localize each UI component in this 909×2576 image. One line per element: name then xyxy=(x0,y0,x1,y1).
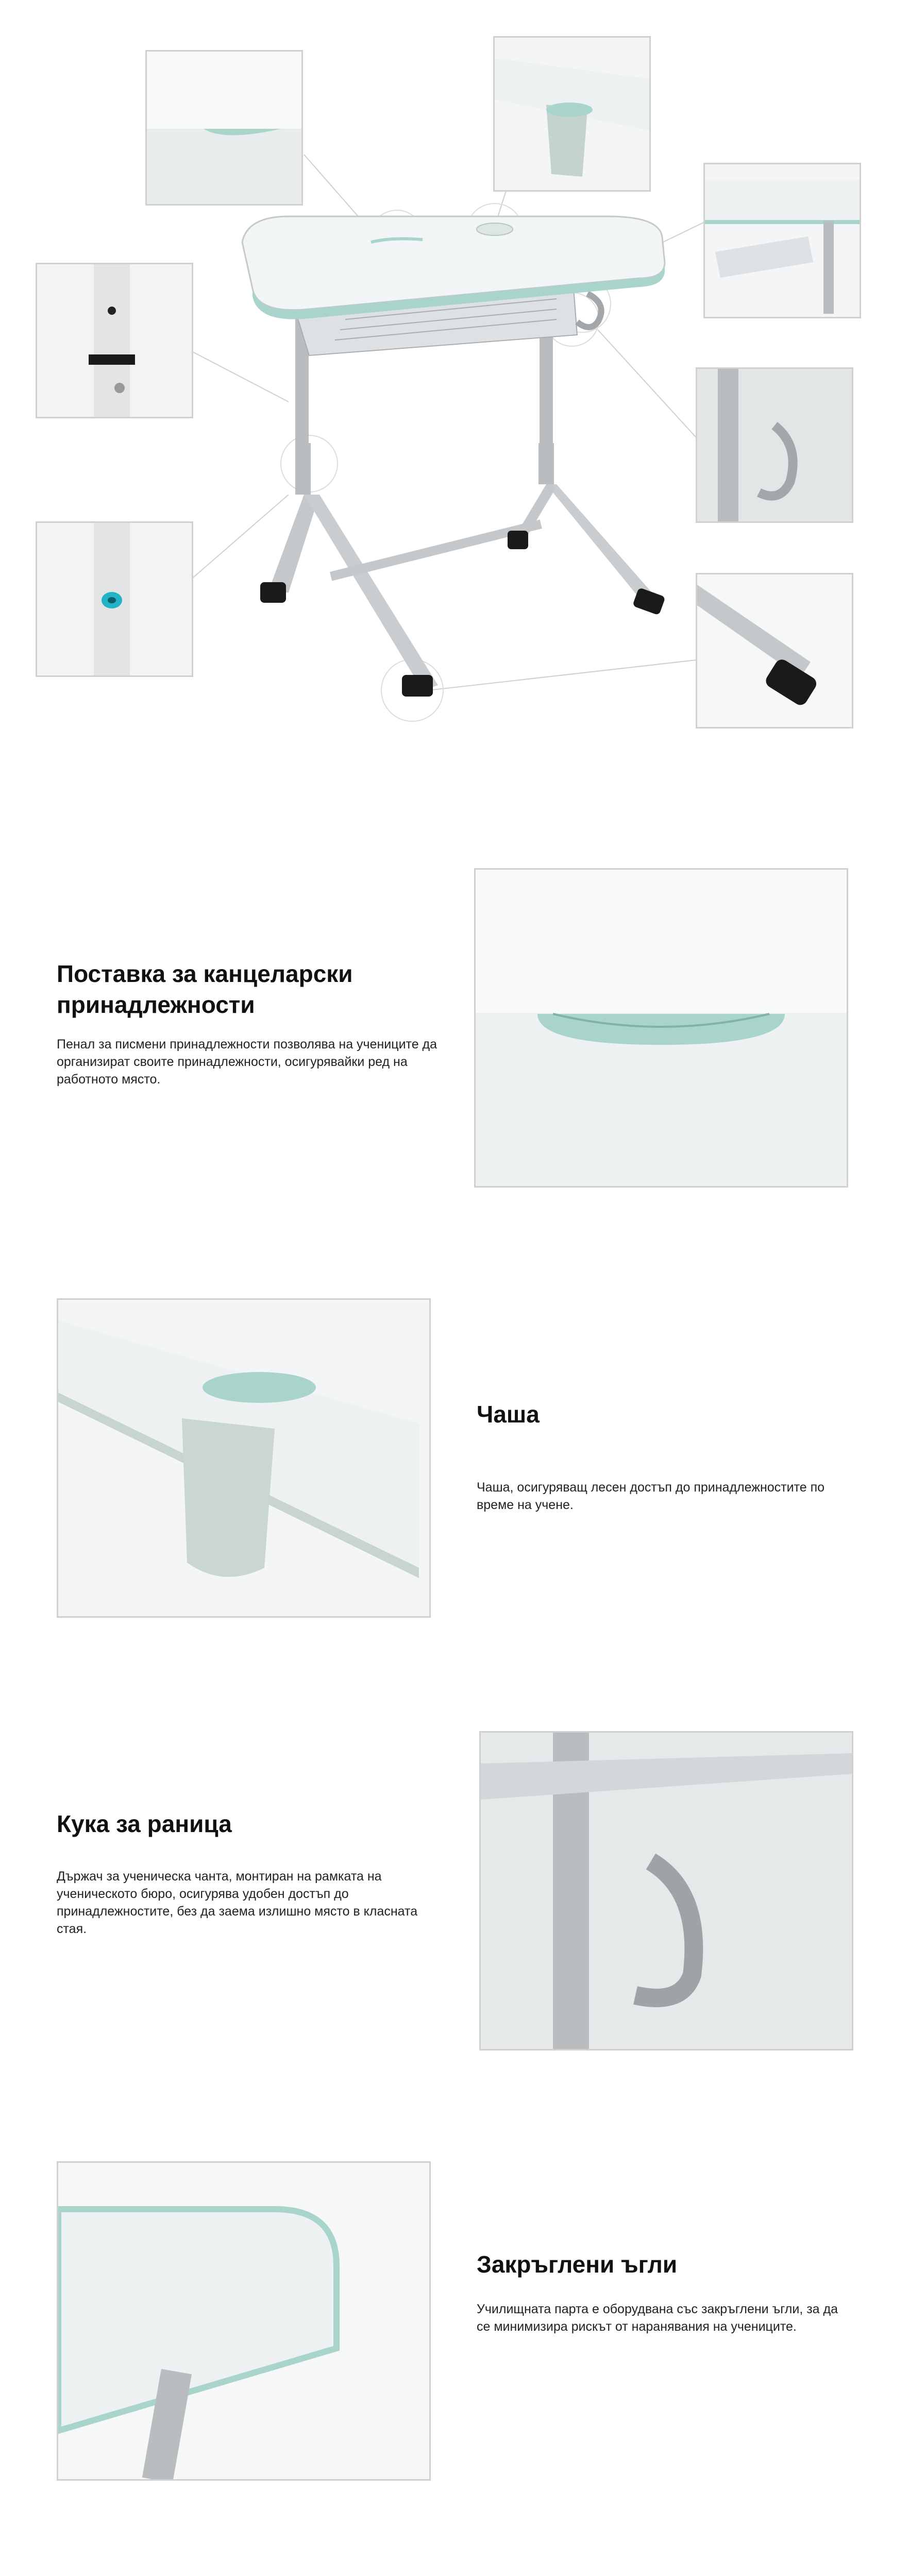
pencil-tray-image xyxy=(474,868,848,1188)
pencil-tray-detail xyxy=(145,50,303,206)
section-rounded-corners xyxy=(0,2161,909,2491)
section-hook xyxy=(0,1731,909,2061)
section-cup xyxy=(0,1298,909,1628)
section-title: Кука за раница xyxy=(57,1810,232,1837)
height-adjust-detail xyxy=(36,263,193,418)
section-description: Чаша, осигуряващ лесен достъп до принадлежностите по време на учене. xyxy=(477,1480,825,1512)
cup-detail xyxy=(493,36,651,192)
hero-section xyxy=(0,0,909,732)
section-title: Закръглени ъгли xyxy=(477,2251,678,2278)
foot-detail xyxy=(696,573,853,728)
cup-image xyxy=(57,1298,431,1618)
section-description: Държач за ученическа чанта, монтиран на рамката на ученическото бюро, осигурява удобен достъп до принадлежностите, без да заема излишно място в класната стая. xyxy=(57,1869,418,1936)
section-description: Училищната парта е оборудвана със закръглени ъгли, за да се минимизира рискът от наранявания на учениците. xyxy=(477,2302,838,2334)
hook-detail xyxy=(696,367,853,523)
rounded-corner-image xyxy=(57,2161,431,2481)
section-description: Пенал за писмени принадлежности позволява на учениците да организират своите принадлежности, осигурявайки ред на работното място. xyxy=(57,1037,437,1087)
hook-image xyxy=(479,1731,853,2050)
section-title: Чаша xyxy=(477,1401,540,1428)
section-pencil-tray xyxy=(0,845,909,1195)
color-marker-detail xyxy=(36,521,193,677)
shelf-detail xyxy=(703,163,861,318)
section-title: Поставка за канцеларски принадлежности xyxy=(57,960,353,1018)
